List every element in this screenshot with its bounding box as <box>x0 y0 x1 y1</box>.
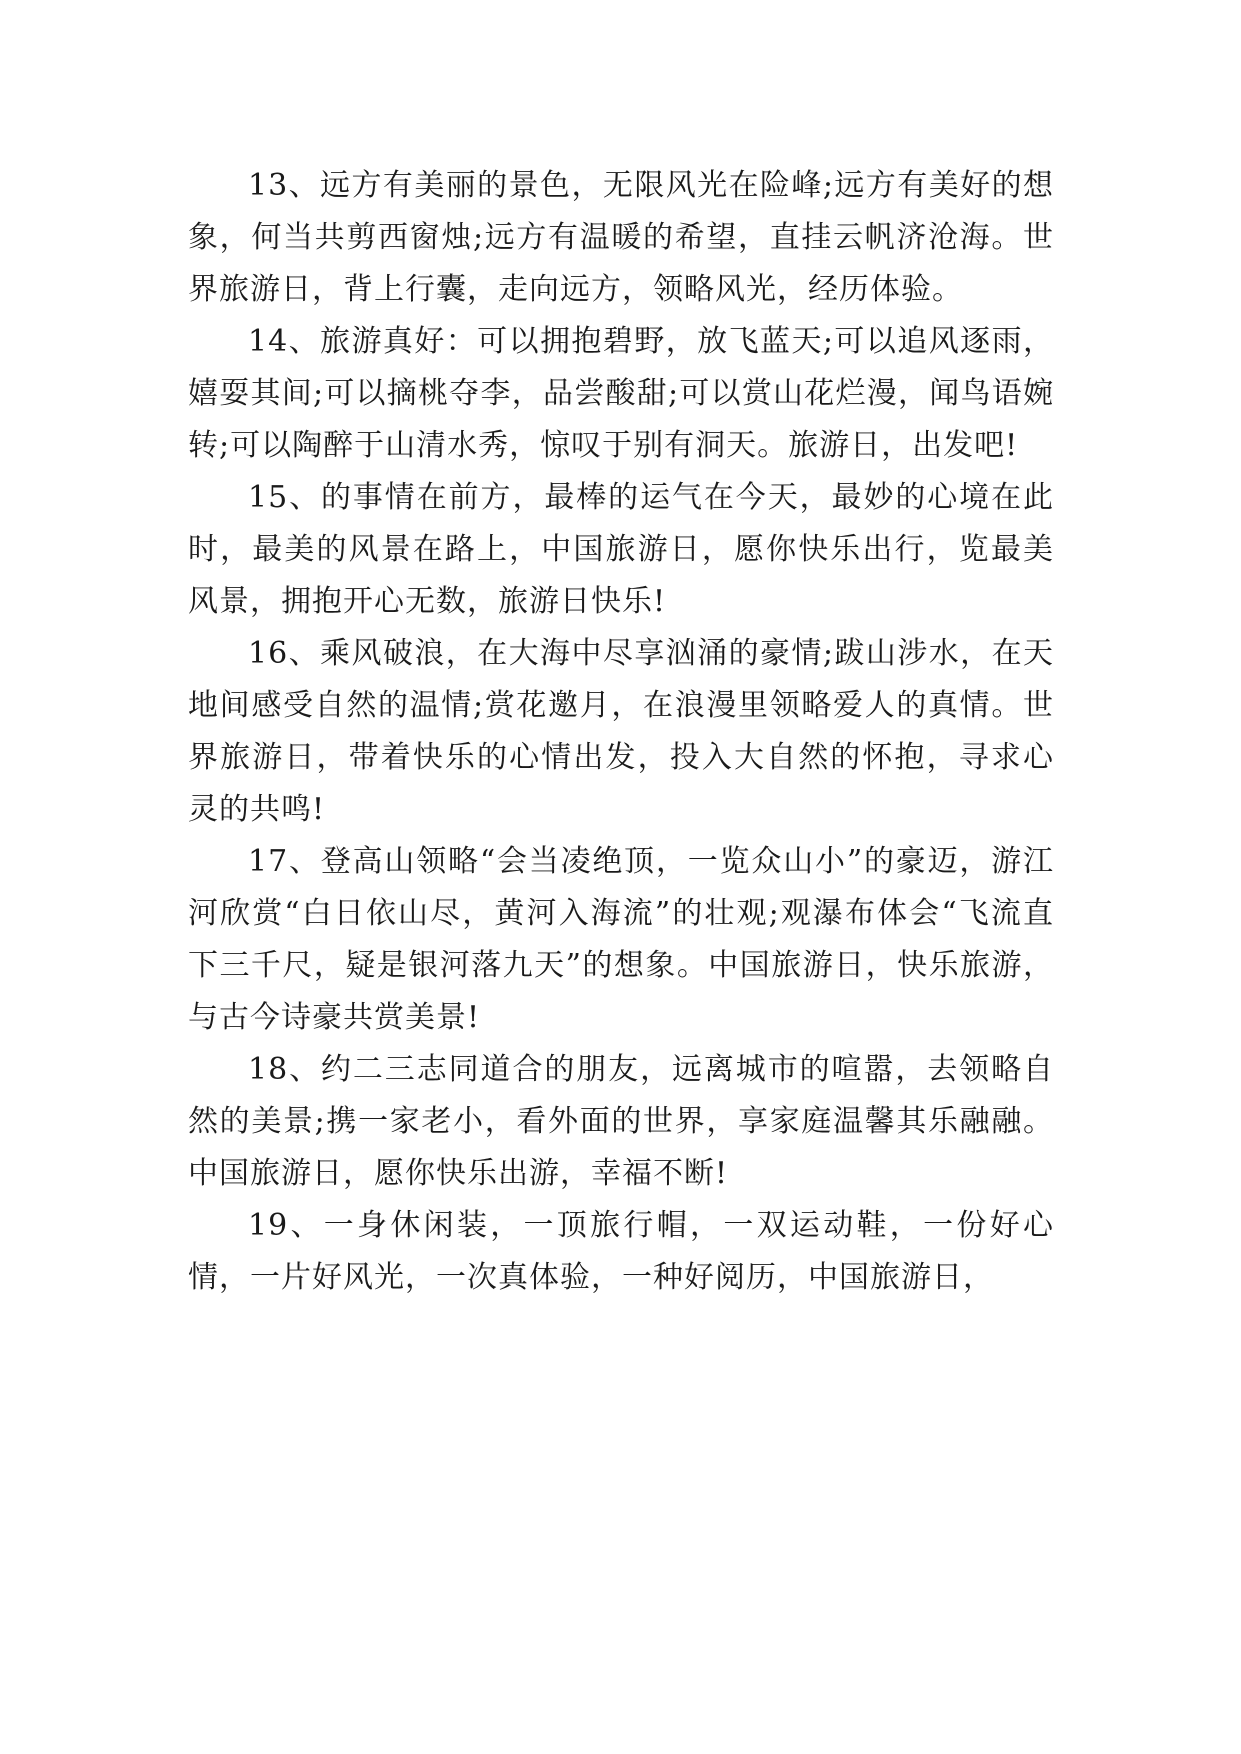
paragraph-19: 19、一身休闲装，一顶旅行帽，一双运动鞋，一份好心情，一片好风光，一次真体验，一种好阅历，中国旅游日， <box>188 1208 1054 1295</box>
paragraph-16: 16、乘风破浪，在大海中尽享汹涌的豪情;跋山涉水，在天地间感受自然的温情;赏花邀月，在浪漫里领略爱人的真情。世界旅游日，带着快乐的心情出发，投入大自然的怀抱，寻求心灵的共鸣! <box>188 636 1054 827</box>
document-body <box>188 160 1054 1304</box>
paragraph-15: 15、的事情在前方，最棒的运气在今天，最妙的心境在此时，最美的风景在路上，中国旅游日，愿你快乐出行，览最美风景，拥抱开心无数，旅游日快乐! <box>188 480 1054 619</box>
paragraph-17: 17、登高山领略“会当凌绝顶，一览众山小”的豪迈，游江河欣赏“白日依山尽，黄河入海流”的壮观;观瀑布体会“飞流直下三千尺，疑是银河落九天”的想象。中国旅游日，快乐旅游，与古今诗豪共赏美景! <box>188 844 1054 1035</box>
paragraph-13: 13、远方有美丽的景色，无限风光在险峰;远方有美好的想象，何当共剪西窗烛;远方有温暖的希望，直挂云帆济沧海。世界旅游日，背上行囊，走向远方，领略风光，经历体验。 <box>188 168 1054 307</box>
paragraph-18: 18、约二三志同道合的朋友，远离城市的喧嚣，去领略自然的美景;携一家老小，看外面的世界，享家庭温馨其乐融融。中国旅游日，愿你快乐出游，幸福不断! <box>188 1052 1054 1191</box>
paragraph-14: 14、旅游真好：可以拥抱碧野，放飞蓝天;可以追风逐雨，嬉耍其间;可以摘桃夺李，品尝酸甜;可以赏山花烂漫，闻鸟语婉转;可以陶醉于山清水秀，惊叹于别有洞天。旅游日，出发吧! <box>188 324 1054 463</box>
